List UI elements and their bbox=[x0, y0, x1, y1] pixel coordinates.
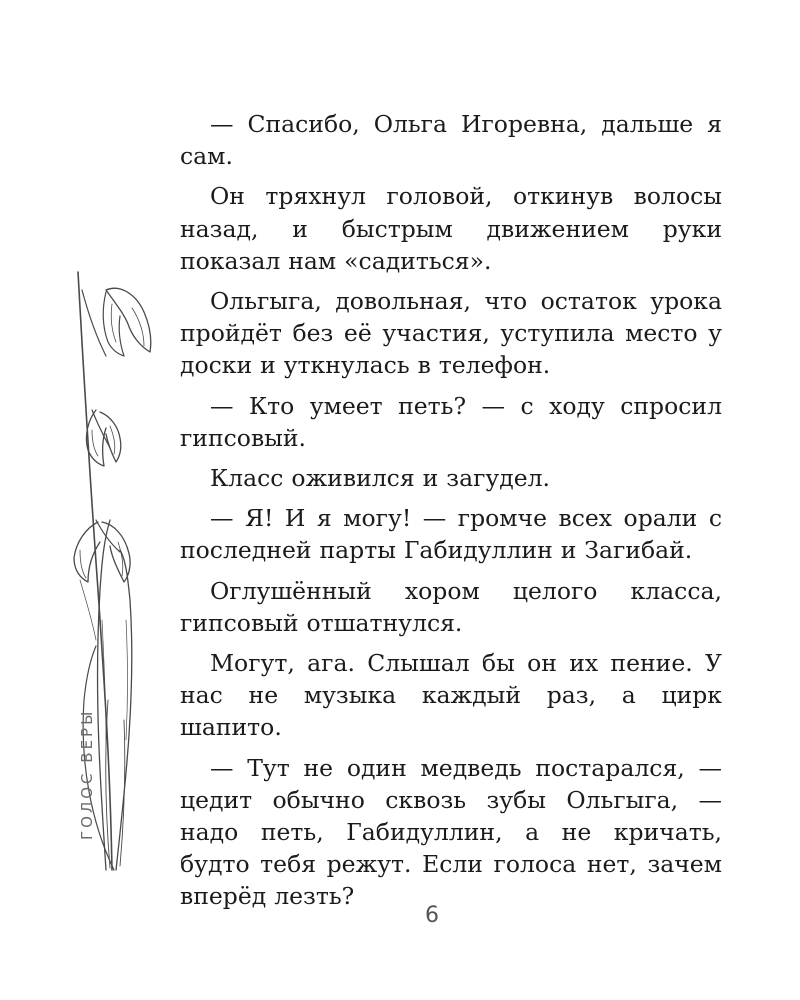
paragraph: Он тряхнул головой, откинув волосы назад, и быстрым движением руки показал нам «садиться». bbox=[180, 182, 722, 275]
book-title-mark bbox=[50, 690, 96, 840]
paragraph: — Тут не один медведь постарался, — цедит обычно сквозь зубы Ольгыга, — надо петь, Габидуллин, а не кричать, будто тебя режут. Если голоса нет, зачем вперёд лезть? bbox=[180, 753, 722, 911]
paragraph: — Я! И я могу! — громче всех орали с последней парты Габидуллин и Загибай. bbox=[180, 504, 722, 565]
paragraph: Класс оживился и загудел. bbox=[210, 464, 551, 493]
paragraph: Ольгыга, довольная, что остаток урока пройдёт без её участия, уступила место у доски и уткнулась в телефон. bbox=[180, 287, 722, 380]
text-column bbox=[180, 108, 722, 913]
paragraph: — Спасибо, Ольга Игоревна, дальше я сам. bbox=[180, 110, 722, 171]
page-number: 6 bbox=[425, 903, 439, 928]
paragraph: Могут, ага. Слышал бы он их пение. У нас не музыка каждый раз, а цирк шапито. bbox=[180, 649, 722, 742]
book-title-text: ГОЛОС ВЕРЫ bbox=[78, 708, 96, 840]
paragraph: — Кто умеет петь? — с ходу спросил гипсовый. bbox=[180, 391, 722, 452]
paragraph: Оглушённый хором целого класса, гипсовый отшатнулся. bbox=[180, 576, 722, 637]
